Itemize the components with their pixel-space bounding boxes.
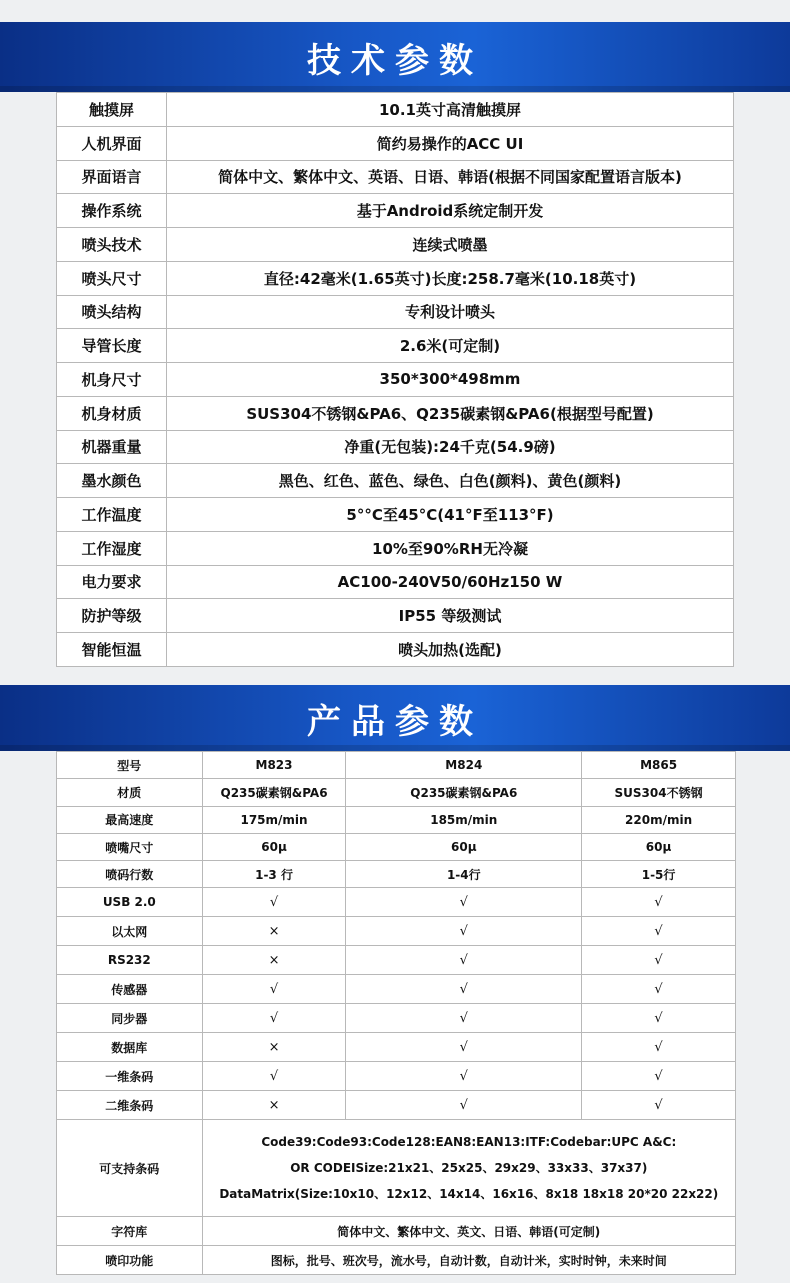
support-mark: √ [582,1091,736,1120]
spec-label: 人机界面 [57,126,167,160]
product-spec-label: 喷印功能 [57,1246,203,1275]
product-spec-row [57,806,736,833]
support-mark: √ [346,1033,582,1062]
tech-spec-row [57,531,734,565]
product-spec-value: M865 [582,752,736,779]
barcode-line: Code39:Code93:Code128:EAN8:EAN13:ITF:Codebar:UPC A&C: [261,1135,677,1150]
spec-value: 简约易操作的ACC UI [167,126,734,160]
product-spec-value: Q235碳素钢&PA6 [346,779,582,806]
spec-label: 机身材质 [57,396,167,430]
tech-spec-title: 技术参数 [307,40,483,81]
product-spec-row [57,833,736,860]
spec-label: 喷头尺寸 [57,261,167,295]
product-spec-label: 同步器 [57,1004,203,1033]
product-spec-label: 数据库 [57,1033,203,1062]
spec-value: 基于Android系统定制开发 [167,194,734,228]
spec-value: 专利设计喷头 [167,295,734,329]
product-spec-banner [0,685,790,751]
product-spec-label: 二维条码 [57,1091,203,1120]
spec-value: 黑色、红色、蓝色、绿色、白色(颜料)、黄色(颜料) [167,464,734,498]
support-mark: √ [582,917,736,946]
support-mark: √ [346,888,582,917]
product-spec-row [57,1062,736,1091]
product-spec-label: RS232 [57,946,203,975]
support-mark: √ [202,1004,346,1033]
spec-label: 工作湿度 [57,531,167,565]
spec-label: 机器重量 [57,430,167,464]
support-mark: × [202,917,346,946]
support-mark: √ [346,1004,582,1033]
spec-value: 5°°C至45°C(41°F至113°F) [167,498,734,532]
product-spec-label: 可支持条码 [57,1120,203,1217]
spec-value: 连续式喷墨 [167,228,734,262]
product-spec-value: 1-3 行 [202,861,346,888]
product-spec-value: 1-5行 [582,861,736,888]
spec-value: IP55 等级测试 [167,599,734,633]
product-spec-title: 产品参数 [307,701,483,742]
tech-spec-row [57,498,734,532]
spec-value: AC100-240V50/60Hz150 W [167,565,734,599]
support-mark: √ [582,1033,736,1062]
product-spec-label: 最高速度 [57,806,203,833]
tech-spec-row [57,396,734,430]
spec-label: 工作温度 [57,498,167,532]
spec-value: 喷头加热(选配) [167,633,734,667]
spec-value: 10.1英寸高清触摸屏 [167,93,734,127]
product-spec-row [57,888,736,917]
barcode-line: OR CODEISize:21x21、25x25、29x29、33x33、37x37) [290,1161,648,1176]
tech-spec-row [57,464,734,498]
spec-label: 触摸屏 [57,93,167,127]
spec-value: 350*300*498mm [167,363,734,397]
support-mark: √ [346,1062,582,1091]
fonts-row [57,1217,736,1246]
support-mark: √ [582,946,736,975]
product-spec-value: 60μ [346,833,582,860]
product-spec-row [57,861,736,888]
tech-spec-row [57,430,734,464]
spec-label: 防护等级 [57,599,167,633]
product-spec-value: 图标，批号、班次号，流水号，自动计数，自动计米，实时时钟，未来时间 [202,1246,735,1275]
product-spec-value: 185m/min [346,806,582,833]
product-spec-value: 简体中文、繁体中文、英文、日语、韩语(可定制) [202,1217,735,1246]
tech-spec-row [57,633,734,667]
support-mark: √ [582,1004,736,1033]
spec-label: 操作系统 [57,194,167,228]
support-mark: √ [582,888,736,917]
tech-spec-row [57,363,734,397]
product-spec-row [57,752,736,779]
product-spec-label: 型号 [57,752,203,779]
product-spec-label: 材质 [57,779,203,806]
spec-value: 净重(无包装):24千克(54.9磅) [167,430,734,464]
spec-label: 导管长度 [57,329,167,363]
tech-spec-row [57,565,734,599]
spec-value: 直径:42毫米(1.65英寸)长度:258.7毫米(10.18英寸) [167,261,734,295]
product-spec-label: 以太网 [57,917,203,946]
barcode-support-row [57,1120,736,1217]
support-mark: × [202,1033,346,1062]
spec-value: SUS304不锈钢&PA6、Q235碳素钢&PA6(根据型号配置) [167,396,734,430]
tech-spec-row [57,261,734,295]
spec-label: 电力要求 [57,565,167,599]
product-spec-value: 60μ [202,833,346,860]
tech-spec-row [57,93,734,127]
support-mark: √ [582,1062,736,1091]
product-spec-value: 1-4行 [346,861,582,888]
product-spec-row [57,946,736,975]
barcode-line: DataMatrix(Size:10x10、12x12、14x14、16x16、8x18 18x18 20*20 22x22) [219,1187,719,1202]
spec-label: 墨水颜色 [57,464,167,498]
spec-label: 机身尺寸 [57,363,167,397]
product-spec-row [57,975,736,1004]
support-mark: × [202,946,346,975]
spec-label: 喷头结构 [57,295,167,329]
support-mark: √ [346,975,582,1004]
tech-spec-row [57,329,734,363]
product-spec-label: 一维条码 [57,1062,203,1091]
tech-spec-row [57,295,734,329]
spec-value: 2.6米(可定制) [167,329,734,363]
product-spec-row [57,1033,736,1062]
tech-spec-table [56,92,734,667]
product-spec-value: Q235碳素钢&PA6 [202,779,346,806]
spec-label: 界面语言 [57,160,167,194]
product-spec-value: M824 [346,752,582,779]
product-spec-label: USB 2.0 [57,888,203,917]
product-spec-value: M823 [202,752,346,779]
spec-label: 智能恒温 [57,633,167,667]
product-spec-label: 喷码行数 [57,861,203,888]
tech-spec-row [57,228,734,262]
product-spec-row [57,779,736,806]
spec-value: 10%至90%RH无冷凝 [167,531,734,565]
barcode-list [202,1120,735,1217]
product-spec-label: 传感器 [57,975,203,1004]
product-spec-row [57,1091,736,1120]
support-mark: √ [202,888,346,917]
support-mark: × [202,1091,346,1120]
tech-spec-row [57,194,734,228]
support-mark: √ [202,1062,346,1091]
support-mark: √ [202,975,346,1004]
product-spec-row [57,1004,736,1033]
product-spec-label: 喷嘴尺寸 [57,833,203,860]
spec-value: 简体中文、繁体中文、英语、日语、韩语(根据不同国家配置语言版本) [167,160,734,194]
tech-spec-banner [0,22,790,92]
support-mark: √ [346,917,582,946]
product-spec-row [57,917,736,946]
support-mark: √ [346,1091,582,1120]
print-row [57,1246,736,1275]
support-mark: √ [346,946,582,975]
product-spec-table [56,751,736,1275]
product-spec-label: 字符库 [57,1217,203,1246]
tech-spec-row [57,160,734,194]
tech-spec-row [57,599,734,633]
spec-label: 喷头技术 [57,228,167,262]
product-spec-value: SUS304不锈钢 [582,779,736,806]
tech-spec-row [57,126,734,160]
support-mark: √ [582,975,736,1004]
product-spec-value: 220m/min [582,806,736,833]
product-spec-value: 175m/min [202,806,346,833]
product-spec-value: 60μ [582,833,736,860]
